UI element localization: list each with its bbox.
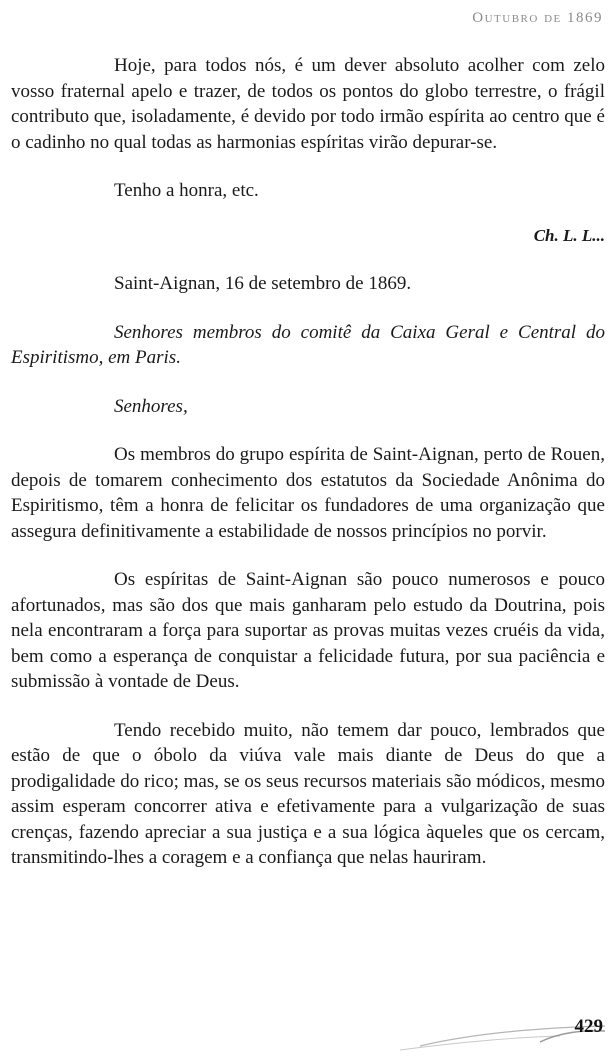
signature: Ch. L. L...: [533, 225, 605, 245]
paragraph-1: Hoje, para todos nós, é um dever absoluto acolher com zelo vosso fraternal apelo e trazer, de todos os pontos do globo terrestre, o frágil contributo que, isoladamente, é devido por todo irmão espírita ao centro que é o cadinho no qual todas as harmonias espíritas virão depurar-se.: [11, 55, 605, 153]
running-header: Outubro de 1869: [472, 10, 603, 26]
dateline: Saint-Aignan, 16 de setembro de 1869.: [114, 273, 412, 294]
addressee: Senhores membros do comitê da Caixa Geral e Central do Espiritismo, em Paris.: [11, 321, 605, 368]
paragraph-5: Tendo recebido muito, não temem dar pouco, lembrados que estão de que o óbolo da viúva vale mais diante de Deus do que a prodigalidade do rico; mas, se os seus recursos materiais são módicos, mesmo assim esperam concorrer ativa e efetivamente para a vulgarização de suas crenças, fazendo apreciar a sua justiça e a sua lógica àqueles que os cercam, transmitindo-lhes a coragem e a confiança que nelas hauriram.: [11, 719, 605, 868]
page-number: 429: [574, 1016, 603, 1037]
closing-line: Tenho a honra, etc.: [114, 180, 259, 201]
page-footer: [0, 1004, 611, 1062]
salutation: Senhores,: [114, 395, 188, 417]
paragraph-3: Os membros do grupo espírita de Saint-Aignan, perto de Rouen, depois de tomarem conhecimento dos estatutos da Sociedade Anônima do Espiritismo, têm a honra de felicitar os fundadores de uma organização que assegura definitivamente a estabilidade de nossos princípios no porvir.: [11, 444, 605, 542]
paragraph-4: Os espíritas de Saint-Aignan são pouco numerosos e pouco afortunados, mas são dos que mais ganharam pelo estudo da Doutrina, pois nela encontraram a força para suportar as provas muitas vezes cruéis da vida, bem como a esperança de conquistar a felicidade futura, por sua paciência e submissão à vontade de Deus.: [11, 569, 605, 692]
footer-swoosh-ornament: [0, 1004, 611, 1062]
page-body: [11, 53, 605, 871]
